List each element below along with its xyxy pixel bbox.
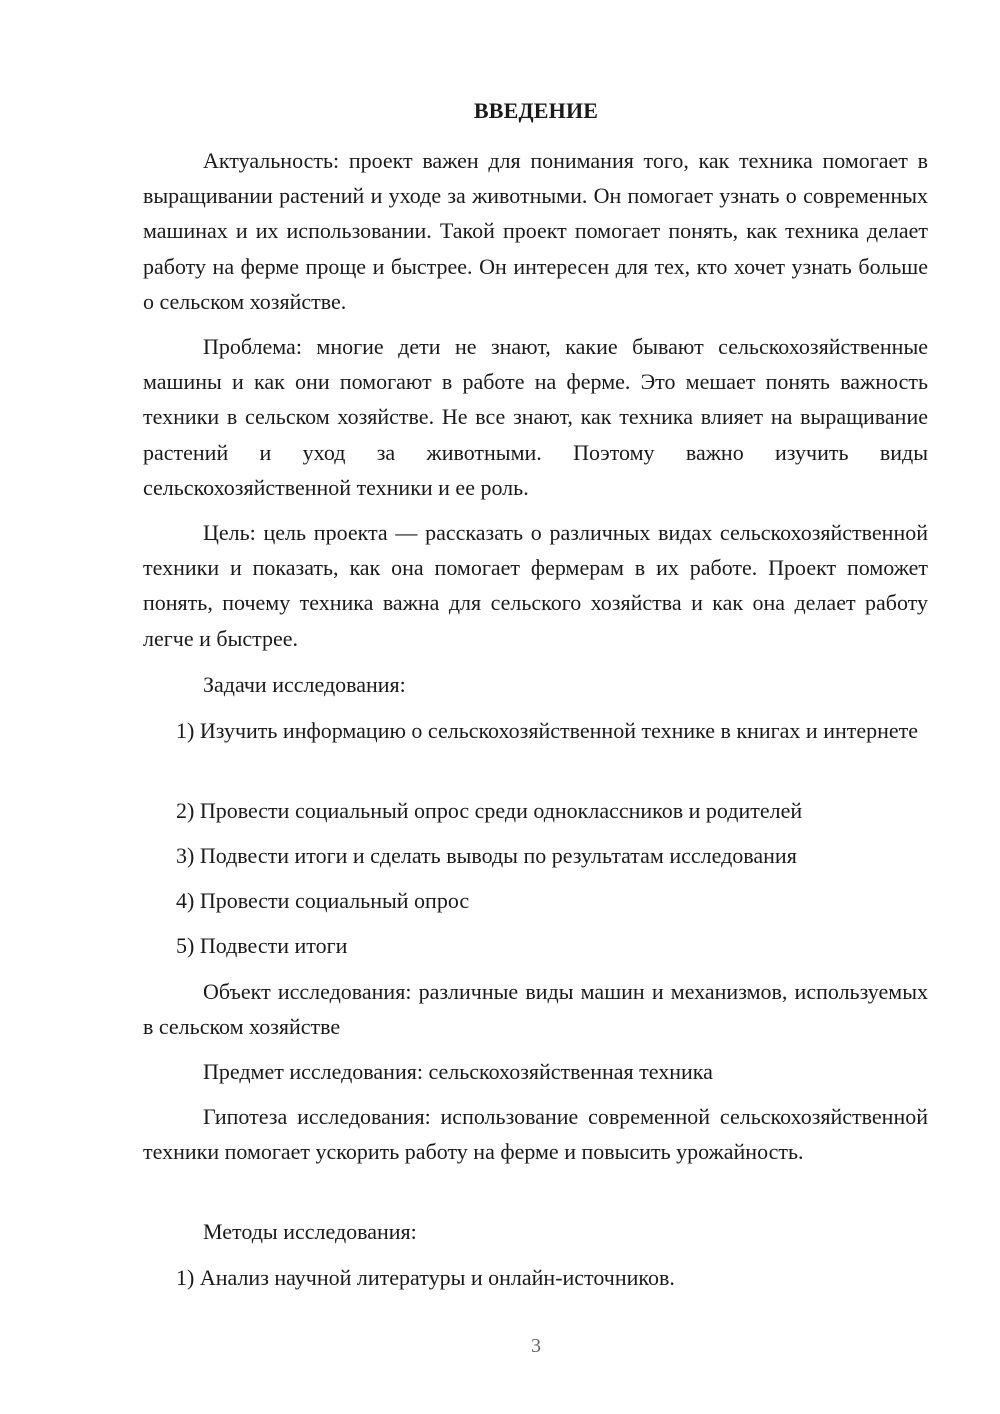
method-item-1: 1) Анализ научной литературы и онлайн-источников. xyxy=(176,1265,675,1290)
relevance-paragraph: Актуальность: проект важен для понимания того, как техника помогает в выращивании растений и уходе за животными. Он помогает узнать о современных машинах и их использовании. Такой проект помогает понять, как техника делает работу на ферме проще и быстрее. Он интересен для тех, кто хочет узнать больше о сельском хозяйстве. xyxy=(143,148,928,314)
tasks-label: Задачи исследования: xyxy=(203,672,406,697)
task-item-2: 2) Провести социальный опрос среди одноклассников и родителей xyxy=(176,798,803,823)
hypothesis-paragraph: Гипотеза исследования: использование современной сельскохозяйственной техники помогает ускорить работу на ферме и повысить урожайность. xyxy=(143,1104,928,1165)
problem-paragraph: Проблема: многие дети не знают, какие бывают сельскохозяйственные машины и как они помогают в работе на ферме. Это мешает понять важность техники в сельском хозяйстве. Не все знают, как техника влияет на выращивание растений и уход за животными. Поэтому важно изучить виды сельскохозяйственной техники и ее роль. xyxy=(143,334,928,500)
task-item-3: 3) Подвести итоги и сделать выводы по результатам исследования xyxy=(176,843,797,868)
page-title: ВВЕДЕНИЕ xyxy=(473,98,599,123)
goal-paragraph: Цель: цель проекта — рассказать о различных видах сельскохозяйственной техники и показать, как она помогает фермерам в их работе. Проект поможет понять, почему техника важна для сельского хозяйства и как она делает работу легче и быстрее. xyxy=(143,520,928,651)
object-paragraph: Объект исследования: различные виды машин и механизмов, используемых в сельском хозяйстве xyxy=(143,979,928,1040)
subject-paragraph: Предмет исследования: сельскохозяйственная техника xyxy=(203,1059,713,1084)
page-number: 3 xyxy=(531,1335,541,1357)
task-item-5: 5) Подвести итоги xyxy=(176,933,348,958)
methods-label: Методы исследования: xyxy=(203,1219,417,1244)
task-item-1: 1) Изучить информацию о сельскохозяйственной технике в книгах и интернете xyxy=(176,718,919,743)
task-item-4: 4) Провести социальный опрос xyxy=(176,888,470,913)
